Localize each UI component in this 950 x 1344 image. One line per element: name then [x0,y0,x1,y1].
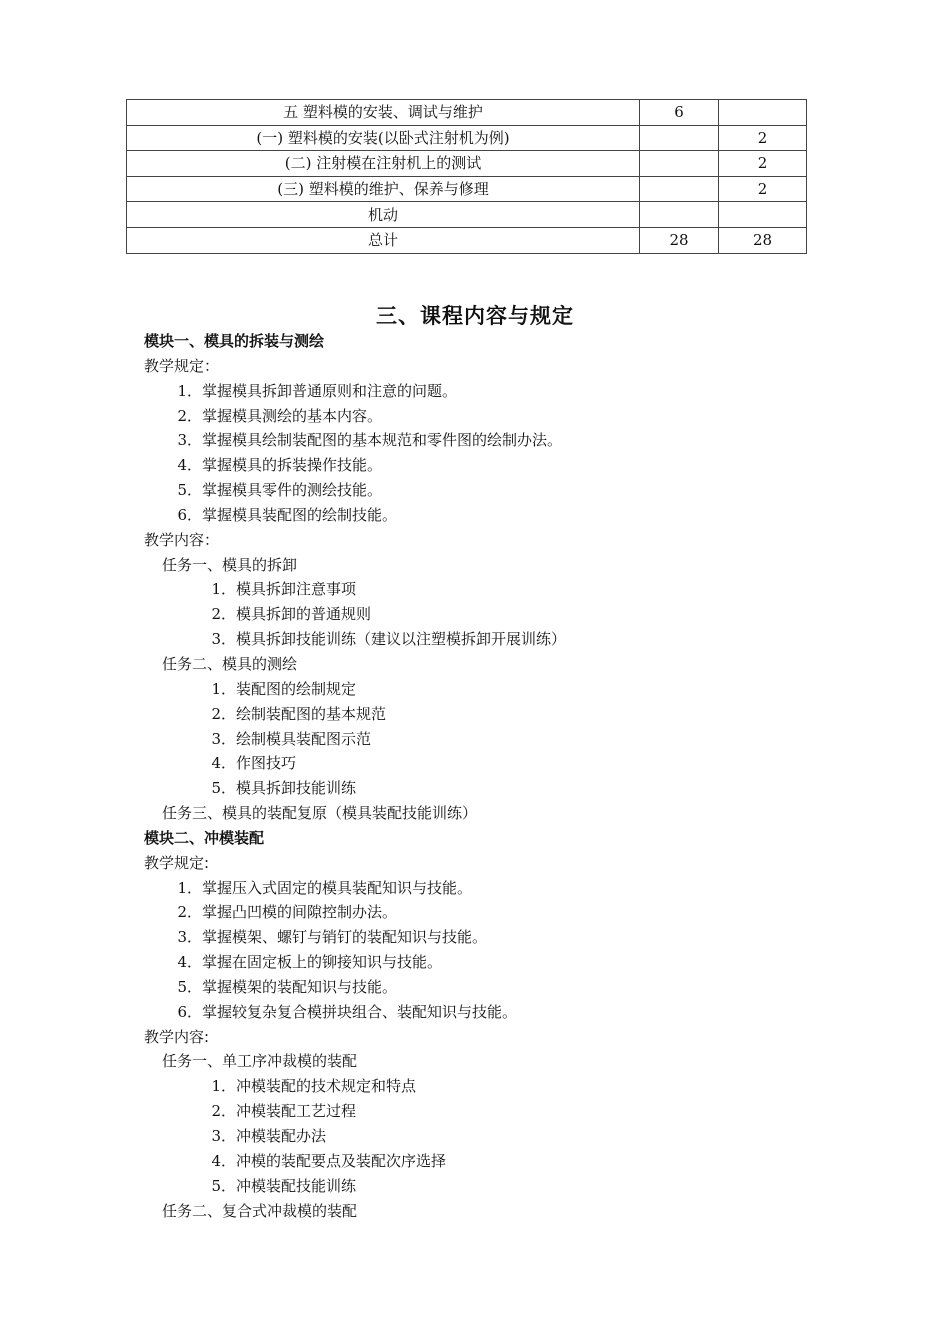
task-item: 2．绘制装配图的基本规范 [211,704,387,723]
row-name: (一) 塑料模的安装(以卧式注射机为例) [127,125,640,151]
row-practice-hours: 2 [719,151,807,177]
row-practice-hours: 2 [719,176,807,202]
task-item: 3．绘制模具装配图示范 [211,729,372,748]
row-theory-hours [640,125,719,151]
task-item: 1．冲模装配的技术规定和特点 [211,1077,417,1096]
row-theory-hours [640,151,719,177]
requirement-item: 2．掌握模具测绘的基本内容。 [177,406,383,425]
table-row [127,125,807,151]
row-theory-hours: 28 [640,227,719,253]
row-theory-hours [640,176,719,202]
requirement-item: 3．掌握模架、螺钉与销钉的装配知识与技能。 [177,928,488,947]
table-row [127,176,807,202]
row-practice-hours [719,202,807,228]
table-row [127,151,807,177]
module-title: 模块一、模具的拆装与测绘 [144,332,325,350]
task-title: 任务二、模具的测绘 [162,654,298,673]
task-item: 3．模具拆卸技能训练（建议以注塑模拆卸开展训练） [211,630,567,649]
requirement-item: 5．掌握模架的装配知识与技能。 [177,977,398,996]
task-item: 2．模具拆卸的普通规则 [211,605,372,624]
content-label: 教学内容: [144,1027,210,1046]
task-item: 3．冲模装配办法 [211,1127,327,1145]
requirement-item: 5．掌握模具零件的测绘技能。 [177,481,383,500]
requirement-item: 2．掌握凸凹模的间隙控制办法。 [177,903,398,922]
requirements-label: 教学规定: [144,853,210,872]
row-name: (二) 注射模在注射机上的测试 [127,151,640,177]
content-label: 教学内容： [144,530,220,549]
requirement-item: 1．掌握压入式固定的模具装配知识与技能。 [177,878,473,897]
table-row [127,202,807,228]
row-practice-hours [719,100,807,126]
task-title: 任务一、模具的拆卸 [162,555,298,574]
task-item: 1．模具拆卸注意事项 [211,580,357,599]
requirements-label: 教学规定： [144,356,220,375]
task-item: 2．冲模装配工艺过程 [211,1102,357,1121]
task-title: 任务二、复合式冲裁模的装配 [162,1201,358,1220]
task-title: 任务三、模具的装配复原（模具装配技能训练） [162,804,478,823]
module-title: 模块二、冲模装配 [144,828,265,847]
row-practice-hours: 2 [719,125,807,151]
requirement-item: 3．掌握模具绘制装配图的基本规范和零件图的绘制办法。 [177,431,563,450]
task-item: 4．冲模的装配要点及装配次序选择 [211,1151,447,1170]
table-row [127,227,807,253]
task-title: 任务一、单工序冲裁模的装配 [162,1052,358,1071]
row-theory-hours [640,202,719,228]
task-item: 1．装配图的绘制规定 [211,679,357,698]
row-name: 机动 [127,202,640,228]
requirement-item: 6．掌握模具装配图的绘制技能。 [177,505,398,524]
row-practice-hours: 28 [719,227,807,253]
task-item: 4．作图技巧 [211,754,297,773]
task-item: 5．模具拆卸技能训练 [211,779,357,798]
requirement-item: 1．掌握模具拆卸普通原则和注意的问题。 [177,381,458,400]
requirement-item: 4．掌握在固定板上的铆接知识与技能。 [177,953,443,972]
task-item: 5．冲模装配技能训练 [211,1176,357,1195]
section-title: 三、课程内容与规定 [376,304,574,328]
row-theory-hours: 6 [640,100,719,126]
requirement-item: 6．掌握较复杂复合模拼块组合、装配知识与技能。 [177,1002,518,1021]
row-name: (三) 塑料模的维护、保养与修理 [127,176,640,202]
requirement-item: 4．掌握模具的拆装操作技能。 [177,456,383,475]
table-row [127,100,807,126]
row-name: 总计 [127,227,640,253]
hours-table [126,99,807,254]
row-name: 五 塑料模的安装、调试与维护 [127,100,640,126]
course-content [144,329,844,1223]
